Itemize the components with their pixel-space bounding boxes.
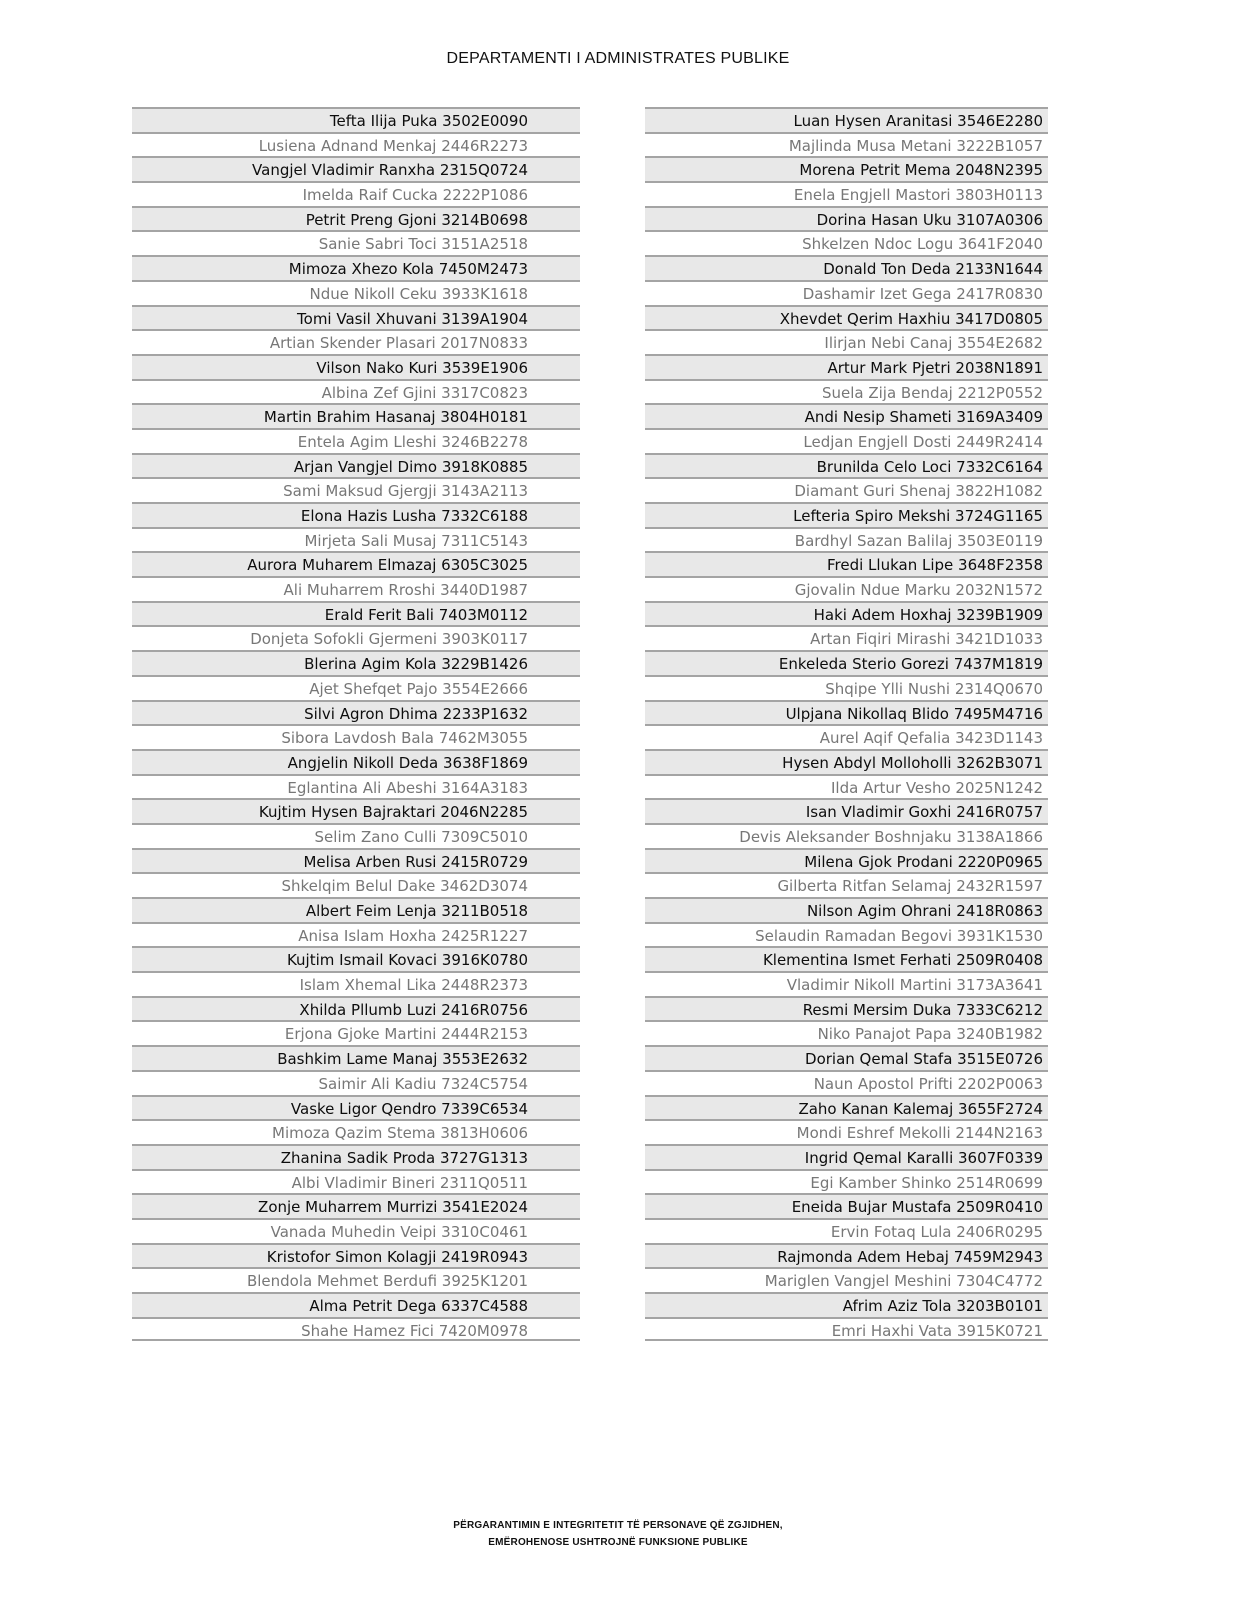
list-item: Xhevdet Qerim Haxhiu 3417D0805 bbox=[645, 305, 1048, 330]
list-item: Ervin Fotaq Lula 2406R0295 bbox=[645, 1218, 1048, 1243]
list-item: Gilberta Ritfan Selamaj 2432R1597 bbox=[645, 872, 1048, 897]
list-item: Shqipe Ylli Nushi 2314Q0670 bbox=[645, 675, 1048, 700]
list-item: Resmi Mersim Duka 7333C6212 bbox=[645, 996, 1048, 1021]
list-item: Afrim Aziz Tola 3203B0101 bbox=[645, 1292, 1048, 1317]
list-item: Mariglen Vangjel Meshini 7304C4772 bbox=[645, 1267, 1048, 1292]
list-item: Arjan Vangjel Dimo 3918K0885 bbox=[132, 453, 580, 478]
list-item: Dorian Qemal Stafa 3515E0726 bbox=[645, 1045, 1048, 1070]
list-item: Dorina Hasan Uku 3107A0306 bbox=[645, 206, 1048, 231]
list-item: Sanie Sabri Toci 3151A2518 bbox=[132, 230, 580, 255]
list-item: Eglantina Ali Abeshi 3164A3183 bbox=[132, 774, 580, 799]
list-item: Aurora Muharem Elmazaj 6305C3025 bbox=[132, 551, 580, 576]
list-item: Aurel Aqif Qefalia 3423D1143 bbox=[645, 724, 1048, 749]
list-item: Ndue Nikoll Ceku 3933K1618 bbox=[132, 280, 580, 305]
list-item: Enela Engjell Mastori 3803H0113 bbox=[645, 181, 1048, 206]
list-item: Nilson Agim Ohrani 2418R0863 bbox=[645, 897, 1048, 922]
list-item: Islam Xhemal Lika 2448R2373 bbox=[132, 971, 580, 996]
list-item: Shkelqim Belul Dake 3462D3074 bbox=[132, 872, 580, 897]
list-item: Diamant Guri Shenaj 3822H1082 bbox=[645, 477, 1048, 502]
list-item: Shkelzen Ndoc Logu 3641F2040 bbox=[645, 230, 1048, 255]
list-item: Ilirjan Nebi Canaj 3554E2682 bbox=[645, 329, 1048, 354]
list-item: Milena Gjok Prodani 2220P0965 bbox=[645, 848, 1048, 873]
list-item: Ledjan Engjell Dosti 2449R2414 bbox=[645, 428, 1048, 453]
list-item: Hysen Abdyl Molloholli 3262B3071 bbox=[645, 749, 1048, 774]
list-item: Ilda Artur Vesho 2025N1242 bbox=[645, 774, 1048, 799]
list-item: Suela Zija Bendaj 2212P0552 bbox=[645, 379, 1048, 404]
list-item: Egi Kamber Shinko 2514R0699 bbox=[645, 1169, 1048, 1194]
list-item: Saimir Ali Kadiu 7324C5754 bbox=[132, 1070, 580, 1095]
list-item: Dashamir Izet Gega 2417R0830 bbox=[645, 280, 1048, 305]
list-item: Artur Mark Pjetri 2038N1891 bbox=[645, 354, 1048, 379]
list-item: Mimoza Qazim Stema 3813H0606 bbox=[132, 1119, 580, 1144]
list-item: Alma Petrit Dega 6337C4588 bbox=[132, 1292, 580, 1317]
list-item: Albert Feim Lenja 3211B0518 bbox=[132, 897, 580, 922]
list-item: Majlinda Musa Metani 3222B1057 bbox=[645, 132, 1048, 157]
list-item: Zhanina Sadik Proda 3727G1313 bbox=[132, 1144, 580, 1169]
footer-line-1: PËRGARANTIMIN E INTEGRITETIT TË PERSONAVE QË ZGJIDHEN, bbox=[453, 1520, 783, 1531]
list-item: Mondi Eshref Mekolli 2144N2163 bbox=[645, 1119, 1048, 1144]
list-item: Petrit Preng Gjoni 3214B0698 bbox=[132, 206, 580, 231]
list-item: Melisa Arben Rusi 2415R0729 bbox=[132, 848, 580, 873]
list-item: Ajet Shefqet Pajo 3554E2666 bbox=[132, 675, 580, 700]
list-item: Tefta Ilija Puka 3502E0090 bbox=[132, 107, 580, 132]
list-item: Klementina Ismet Ferhati 2509R0408 bbox=[645, 946, 1048, 971]
list-item: Haki Adem Hoxhaj 3239B1909 bbox=[645, 601, 1048, 626]
list-item: Vilson Nako Kuri 3539E1906 bbox=[132, 354, 580, 379]
list-item: Albi Vladimir Bineri 2311Q0511 bbox=[132, 1169, 580, 1194]
list-item: Rajmonda Adem Hebaj 7459M2943 bbox=[645, 1243, 1048, 1268]
list-item: Niko Panajot Papa 3240B1982 bbox=[645, 1020, 1048, 1045]
list-item: Fredi Llukan Lipe 3648F2358 bbox=[645, 551, 1048, 576]
list-item: Silvi Agron Dhima 2233P1632 bbox=[132, 700, 580, 725]
list-item: Eneida Bujar Mustafa 2509R0410 bbox=[645, 1193, 1048, 1218]
list-item: Donjeta Sofokli Gjermeni 3903K0117 bbox=[132, 625, 580, 650]
list-item: Selim Zano Culli 7309C5010 bbox=[132, 823, 580, 848]
list-item: Brunilda Celo Loci 7332C6164 bbox=[645, 453, 1048, 478]
list-item: Blendola Mehmet Berdufi 3925K1201 bbox=[132, 1267, 580, 1292]
list-item: Luan Hysen Aranitasi 3546E2280 bbox=[645, 107, 1048, 132]
list-item: Mirjeta Sali Musaj 7311C5143 bbox=[132, 527, 580, 552]
list-item: Naun Apostol Prifti 2202P0063 bbox=[645, 1070, 1048, 1095]
list-item: Kujtim Ismail Kovaci 3916K0780 bbox=[132, 946, 580, 971]
list-item: Ingrid Qemal Karalli 3607F0339 bbox=[645, 1144, 1048, 1169]
list-item: Elona Hazis Lusha 7332C6188 bbox=[132, 502, 580, 527]
list-item: Entela Agim Lleshi 3246B2278 bbox=[132, 428, 580, 453]
list-item: Mimoza Xhezo Kola 7450M2473 bbox=[132, 255, 580, 280]
list-item: Artan Fiqiri Mirashi 3421D1033 bbox=[645, 625, 1048, 650]
list-item: Kujtim Hysen Bajraktari 2046N2285 bbox=[132, 798, 580, 823]
list-item: Enkeleda Sterio Gorezi 7437M1819 bbox=[645, 650, 1048, 675]
list-item: Tomi Vasil Xhuvani 3139A1904 bbox=[132, 305, 580, 330]
list-item: Albina Zef Gjini 3317C0823 bbox=[132, 379, 580, 404]
list-item: Isan Vladimir Goxhi 2416R0757 bbox=[645, 798, 1048, 823]
list-item: Ali Muharrem Rroshi 3440D1987 bbox=[132, 576, 580, 601]
list-item: Blerina Agim Kola 3229B1426 bbox=[132, 650, 580, 675]
page-footer bbox=[0, 1517, 1236, 1551]
list-item: Vangjel Vladimir Ranxha 2315Q0724 bbox=[132, 156, 580, 181]
list-item: Angjelin Nikoll Deda 3638F1869 bbox=[132, 749, 580, 774]
list-item: Bardhyl Sazan Balilaj 3503E0119 bbox=[645, 527, 1048, 552]
list-item: Emri Haxhi Vata 3915K0721 bbox=[645, 1317, 1048, 1342]
list-item: Gjovalin Ndue Marku 2032N1572 bbox=[645, 576, 1048, 601]
list-item: Vladimir Nikoll Martini 3173A3641 bbox=[645, 971, 1048, 996]
page-title: DEPARTAMENTI I ADMINISTRATES PUBLIKE bbox=[446, 50, 790, 67]
list-item: Anisa Islam Hoxha 2425R1227 bbox=[132, 922, 580, 947]
list-item: Zonje Muharrem Murrizi 3541E2024 bbox=[132, 1193, 580, 1218]
list-item: Devis Aleksander Boshnjaku 3138A1866 bbox=[645, 823, 1048, 848]
list-item: Ulpjana Nikollaq Blido 7495M4716 bbox=[645, 700, 1048, 725]
list-item: Lefteria Spiro Mekshi 3724G1165 bbox=[645, 502, 1048, 527]
list-item: Xhilda Pllumb Luzi 2416R0756 bbox=[132, 996, 580, 1021]
list-item: Vaske Ligor Qendro 7339C6534 bbox=[132, 1095, 580, 1120]
list-item: Zaho Kanan Kalemaj 3655F2724 bbox=[645, 1095, 1048, 1120]
footer-line-2: EMËROHENOSE USHTROJNË FUNKSIONE PUBLIKE bbox=[488, 1537, 748, 1548]
list-item: Vanada Muhedin Veipi 3310C0461 bbox=[132, 1218, 580, 1243]
list-item: Erjona Gjoke Martini 2444R2153 bbox=[132, 1020, 580, 1045]
list-item: Shahe Hamez Fici 7420M0978 bbox=[132, 1317, 580, 1342]
list-item: Sibora Lavdosh Bala 7462M3055 bbox=[132, 724, 580, 749]
list-item: Imelda Raif Cucka 2222P1086 bbox=[132, 181, 580, 206]
list-item: Martin Brahim Hasanaj 3804H0181 bbox=[132, 403, 580, 428]
list-item: Lusiena Adnand Menkaj 2446R2273 bbox=[132, 132, 580, 157]
list-item: Bashkim Lame Manaj 3553E2632 bbox=[132, 1045, 580, 1070]
left-name-list bbox=[132, 107, 580, 1341]
list-item: Morena Petrit Mema 2048N2395 bbox=[645, 156, 1048, 181]
list-item: Sami Maksud Gjergji 3143A2113 bbox=[132, 477, 580, 502]
list-item: Artian Skender Plasari 2017N0833 bbox=[132, 329, 580, 354]
list-item: Donald Ton Deda 2133N1644 bbox=[645, 255, 1048, 280]
list-item: Erald Ferit Bali 7403M0112 bbox=[132, 601, 580, 626]
list-item: Selaudin Ramadan Begovi 3931K1530 bbox=[645, 922, 1048, 947]
right-name-list bbox=[645, 107, 1048, 1341]
list-item: Kristofor Simon Kolagji 2419R0943 bbox=[132, 1243, 580, 1268]
list-item: Andi Nesip Shameti 3169A3409 bbox=[645, 403, 1048, 428]
